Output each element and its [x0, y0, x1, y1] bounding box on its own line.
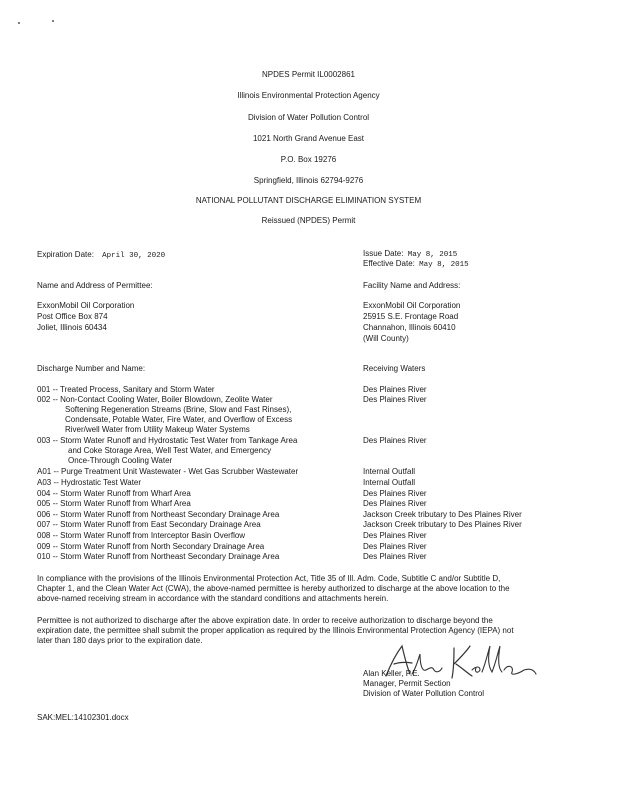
discharge-row: 010 -- Storm Water Runoff from Northeast Secondary Drainage Area — [37, 552, 280, 561]
issue-label: Issue Date: — [363, 249, 404, 258]
receiving-water: Des Plaines River — [363, 436, 427, 445]
scan-speck — [18, 22, 20, 24]
discharge-row: 007 -- Storm Water Runoff from East Secondary Drainage Area — [37, 520, 261, 529]
receiving-water: Internal Outfall — [363, 467, 416, 476]
reissued-title: Reissued (NPDES) Permit — [261, 216, 356, 225]
discharge-row-cont: Softening Regeneration Streams (Brine, Slow and Fast Rinses), — [65, 405, 292, 414]
discharge-row: 008 -- Storm Water Runoff from Interceptor Basin Overflow — [37, 531, 246, 540]
expiration-note-line: expiration date, the permittee shall submit the proper application as required by the Illinois Environmental Protection Agency (IEPA) not — [37, 626, 514, 635]
discharge-row: A01 -- Purge Treatment Unit Wastewater - Wet Gas Scrubber Wastewater — [37, 467, 299, 476]
permittee-label: Name and Address of Permittee: — [37, 281, 153, 290]
effective-label: Effective Date: — [363, 259, 415, 268]
discharge-row: 002 -- Non-Contact Cooling Water, Boiler Blowdown, Zeolite Water — [37, 395, 273, 404]
expiration-value: April 30, 2020 — [102, 252, 166, 260]
discharge-row: 001 -- Treated Process, Sanitary and Storm Water — [37, 385, 215, 394]
po-box: P.O. Box 19276 — [280, 155, 337, 164]
facility-line: (Will County) — [363, 334, 409, 343]
discharge-header: Discharge Number and Name: — [37, 364, 146, 373]
system-title: NATIONAL POLLUTANT DISCHARGE ELIMINATION SYSTEM — [195, 196, 422, 205]
permittee-line: Joliet, Illinois 60434 — [37, 323, 107, 332]
discharge-row: 004 -- Storm Water Runoff from Wharf Area — [37, 489, 191, 498]
receiving-water: Internal Outfall — [363, 478, 416, 487]
permit-number: NPDES Permit IL0002861 — [262, 70, 355, 79]
receiving-water: Des Plaines River — [363, 552, 427, 561]
division-name: Division of Water Pollution Control — [247, 113, 370, 122]
document-reference: SAK:MEL:14102301.docx — [37, 713, 129, 722]
signer-division: Division of Water Pollution Control — [363, 689, 485, 698]
discharge-row: 009 -- Storm Water Runoff from North Secondary Drainage Area — [37, 542, 265, 551]
facility-label: Facility Name and Address: — [363, 281, 461, 290]
compliance-line: In compliance with the provisions of the Illinois Environmental Protection Act, Title 35 of Ill. Adm. Code, Subtitle C and/or Subtitle D, — [37, 574, 501, 583]
receiving-water: Des Plaines River — [363, 489, 427, 498]
facility-line: ExxonMobil Oil Corporation — [363, 301, 461, 310]
discharge-row: A03 -- Hydrostatic Test Water — [37, 478, 142, 487]
signer-name: Alan Keller, P.E. — [363, 669, 420, 678]
effective-value: May 8, 2015 — [419, 261, 469, 269]
receiving-header: Receiving Waters — [363, 364, 426, 373]
discharge-row-cont: Condensate, Potable Water, Fire Water, and Overflow of Excess — [65, 415, 293, 424]
receiving-water: Des Plaines River — [363, 499, 427, 508]
street-address: 1021 North Grand Avenue East — [252, 134, 365, 143]
effective-date — [363, 259, 469, 270]
discharge-row: 005 -- Storm Water Runoff from Wharf Area — [37, 499, 191, 508]
compliance-line: above-named receiving stream in accordance with the standard conditions and attachments herein. — [37, 594, 389, 603]
permittee-line: ExxonMobil Oil Corporation — [37, 301, 135, 310]
expiration-label: Expiration Date: — [37, 250, 94, 259]
facility-line: Channahon, Illinois 60410 — [363, 323, 456, 332]
discharge-row: 003 -- Storm Water Runoff and Hydrostatic Test Water from Tankage Area — [37, 436, 298, 445]
city-state-zip: Springfield, Illinois 62794-9276 — [253, 176, 364, 185]
facility-line: 25915 S.E. Frontage Road — [363, 312, 459, 321]
receiving-water: Des Plaines River — [363, 531, 427, 540]
expiration-note-line: Permittee is not authorized to discharge after the above expiration date. In order to receive authorization to discharge beyond the — [37, 616, 493, 625]
agency-name: Illinois Environmental Protection Agency — [237, 91, 380, 100]
scan-speck — [52, 20, 54, 22]
discharge-row-cont: and Coke Storage Area, Well Test Water, and Emergency — [68, 446, 272, 455]
permittee-line: Post Office Box 874 — [37, 312, 108, 321]
discharge-row-cont: River/well Water from Utility Makeup Water Systems — [65, 425, 250, 434]
discharge-row-cont: Once-Through Cooling Water — [68, 456, 173, 465]
expiration-note-line: later than 180 days prior to the expiration date. — [37, 636, 203, 645]
discharge-row: 006 -- Storm Water Runoff from Northeast Secondary Drainage Area — [37, 510, 280, 519]
expiration-date — [37, 250, 165, 261]
receiving-water: Des Plaines River — [363, 385, 427, 394]
compliance-line: Chapter 1, and the Clean Water Act (CWA), the above-named permittee is hereby authorized to discharge at the above location to the — [37, 584, 510, 593]
receiving-water: Jackson Creek tributary to Des Plaines River — [363, 510, 522, 519]
signer-title: Manager, Permit Section — [363, 679, 451, 688]
issue-value: May 8, 2015 — [407, 251, 458, 259]
receiving-water: Des Plaines River — [363, 395, 427, 404]
receiving-water: Jackson Creek tributary to Des Plaines River — [363, 520, 522, 529]
receiving-water: Des Plaines River — [363, 542, 427, 551]
